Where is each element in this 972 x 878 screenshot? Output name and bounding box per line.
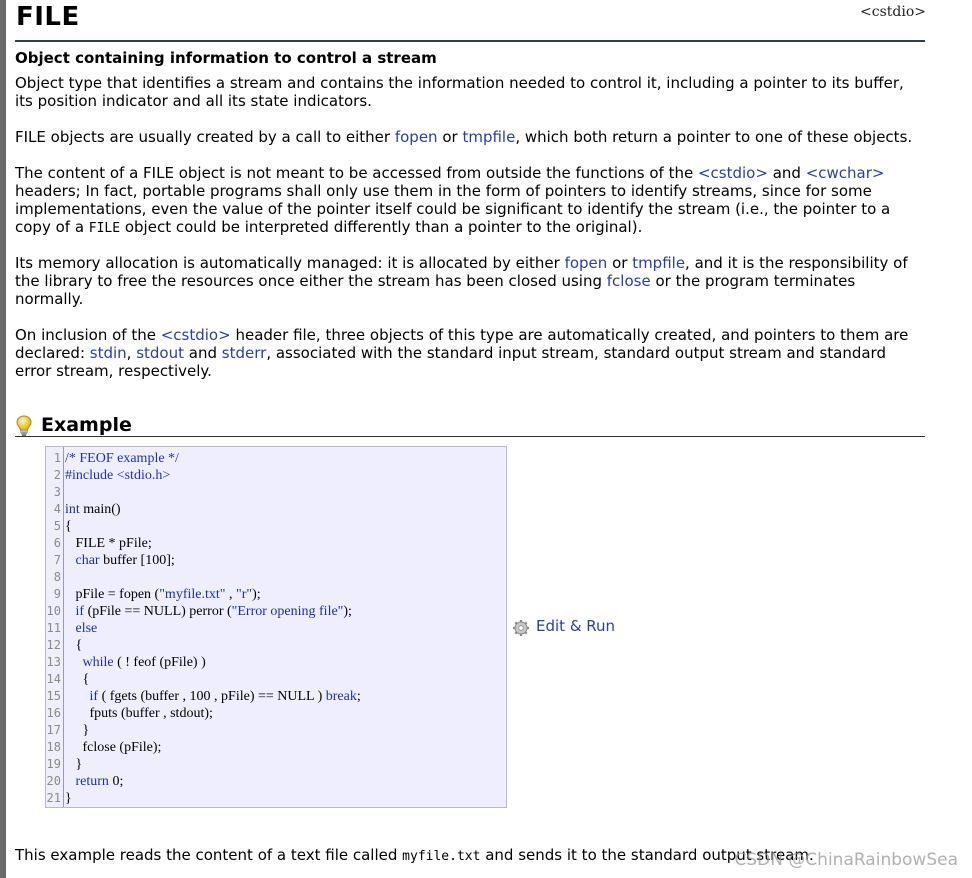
example-title: Example	[41, 414, 132, 436]
code-body	[49, 450, 361, 807]
gear-icon	[512, 619, 530, 637]
link-cstdio[interactable]: <cstdio>	[160, 326, 231, 344]
line-number: 17	[46, 723, 61, 737]
code-line: pFile = fopen ("myfile.txt" , "r");	[65, 587, 261, 602]
text-span: or	[607, 254, 633, 272]
text-span: headers; In fact, portable programs shall only use them in the form of pointers to identify streams, since for some implementations, even the value of the pointer itself could be significant to identify the stream (i.e., the pointer to a copy of a	[15, 182, 891, 236]
line-number: 19	[46, 757, 61, 771]
code-line: if (pFile == NULL) perror ("Error opening file");	[75, 604, 352, 619]
line-number: 4	[53, 502, 61, 516]
line-number: 11	[46, 621, 61, 635]
inline-code-file: FILE	[88, 221, 121, 236]
code-line: FILE * pFile;	[65, 536, 152, 551]
text-span: Its memory allocation is automatically managed: it is allocated by either	[15, 254, 565, 272]
line-number: 14	[46, 672, 61, 686]
example-header	[15, 414, 925, 436]
code-line: int main()	[65, 502, 121, 517]
code-line: {	[65, 519, 72, 534]
code-line: #include <stdio.h>	[65, 468, 171, 483]
link-stdin[interactable]: stdin	[89, 344, 127, 362]
line-number: 5	[53, 519, 61, 533]
code-line: if ( fgets (buffer , 100 , pFile) == NULL ) break;	[89, 689, 361, 704]
text-span: and	[767, 164, 806, 182]
text-span: On inclusion of the	[15, 326, 161, 344]
line-number: 3	[53, 485, 61, 499]
description-paragraph-1: Object type that identifies a stream and contains the information needed to control it, including a pointer to its buffer, its position indicator and all its state indicators.	[15, 74, 904, 110]
text-span: The content of a FILE object is not meant to be accessed from outside the functions of the	[15, 164, 698, 182]
code-line: }	[65, 757, 83, 772]
link-fclose[interactable]: fclose	[606, 272, 651, 290]
text-span: and sends it to the standard output stream.	[480, 846, 814, 864]
text-span: , associated with the standard input stream, standard output stream and standard error stream, respectively.	[15, 344, 886, 380]
page-subtitle: Object containing information to control a stream	[15, 49, 437, 67]
line-number: 20	[46, 774, 61, 788]
line-number: 8	[53, 570, 61, 584]
text-span: header file, three objects of this type are automatically created, and pointers to them are declared:	[15, 326, 909, 362]
link-tmpfile[interactable]: tmpfile	[462, 128, 516, 146]
link-tmpfile[interactable]: tmpfile	[632, 254, 686, 272]
link-fopen[interactable]: fopen	[394, 128, 438, 146]
code-line: else	[75, 621, 98, 636]
inline-code-filename: myfile.txt	[402, 849, 481, 864]
description-paragraph-2	[15, 128, 923, 146]
header-tag: <cstdio>	[860, 4, 926, 20]
line-number: 9	[53, 587, 61, 601]
line-number: 1	[53, 451, 61, 465]
code-line: }	[65, 791, 72, 806]
lightbulb-icon	[15, 415, 33, 437]
code-line: return 0;	[75, 774, 124, 789]
code-example	[45, 446, 507, 808]
link-cwchar[interactable]: <cwchar>	[805, 164, 885, 182]
text-span: This example reads the content of a text file called	[15, 846, 403, 864]
text-span: or	[437, 128, 463, 146]
description-paragraph-3	[15, 164, 923, 238]
left-border	[0, 0, 6, 878]
description-paragraph-5	[15, 326, 923, 380]
line-number: 13	[46, 655, 61, 669]
description-paragraph-4	[15, 254, 923, 308]
line-number: 15	[46, 689, 61, 703]
line-number: 18	[46, 740, 61, 754]
link-stderr[interactable]: stderr	[221, 344, 267, 362]
link-stdout[interactable]: stdout	[136, 344, 185, 362]
text-span: and	[184, 344, 222, 362]
text-span: object could be interpreted differently than a pointer to the original).	[120, 218, 643, 236]
line-number: 10	[46, 604, 61, 618]
edit-run-label[interactable]: Edit & Run	[536, 617, 616, 635]
code-line: fputs (buffer , stdout);	[65, 706, 213, 721]
page-title: FILE	[16, 2, 80, 32]
text-span: FILE objects are usually created by a call to either	[15, 128, 395, 146]
line-number: 2	[53, 468, 61, 482]
line-number: 12	[46, 638, 61, 652]
text-span: , which both return a pointer to one of these objects.	[515, 128, 913, 146]
code-line: }	[65, 723, 90, 738]
code-line: while ( ! feof (pFile) )	[82, 655, 206, 670]
code-line: {	[65, 672, 90, 687]
watermark: CSDN @ChinaRainbowSea	[734, 850, 958, 870]
text-span: , and it is the responsibility of the library to free the resources once either the stream has been closed using	[15, 254, 908, 290]
line-number: 16	[46, 706, 61, 720]
text-span: or the program terminates normally.	[15, 272, 856, 308]
example-description	[15, 846, 814, 864]
title-divider	[15, 40, 925, 42]
line-number: 7	[53, 553, 61, 567]
code-line: fclose (pFile);	[65, 740, 162, 755]
link-cstdio[interactable]: <cstdio>	[697, 164, 768, 182]
text-span: ,	[126, 344, 137, 362]
link-fopen[interactable]: fopen	[564, 254, 608, 272]
line-number: 21	[46, 791, 61, 805]
example-divider	[15, 436, 925, 437]
line-number: 6	[53, 536, 61, 550]
code-line: char buffer [100];	[75, 553, 175, 568]
code-line: /* FEOF example */	[65, 451, 179, 466]
code-line: {	[65, 638, 83, 653]
